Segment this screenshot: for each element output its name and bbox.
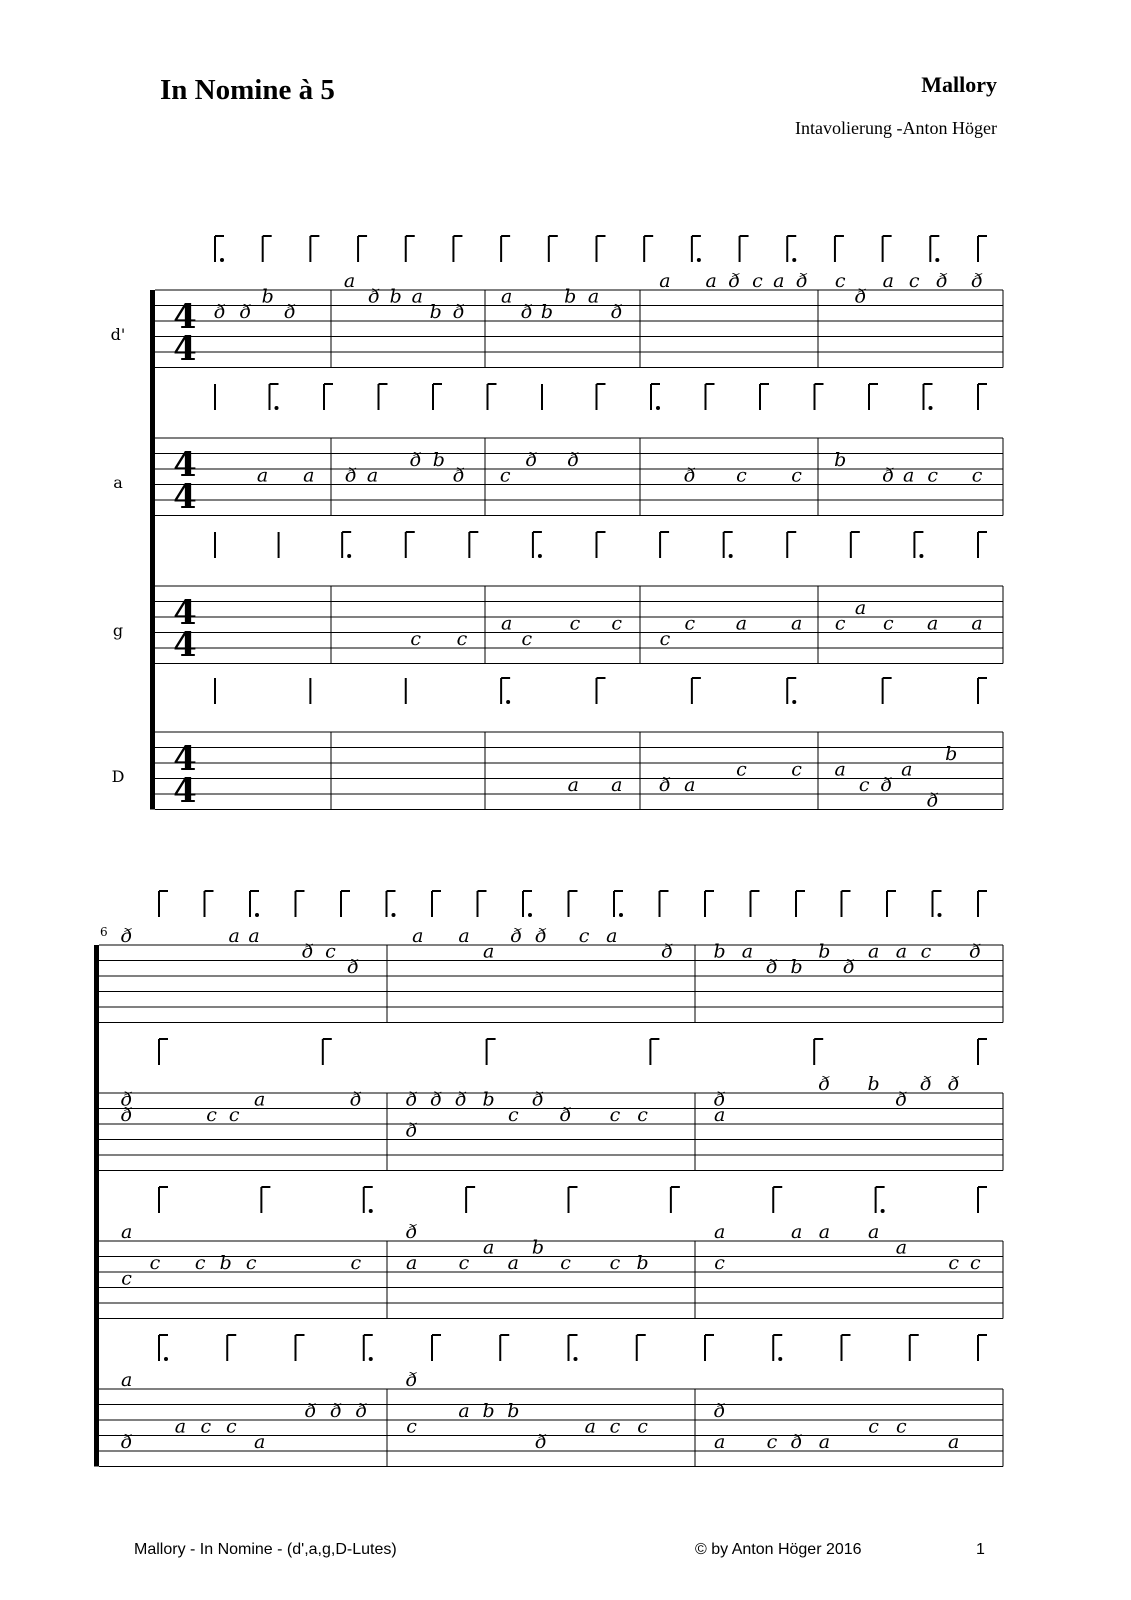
- tab-letter: ð: [347, 956, 359, 978]
- tab-letter: c: [226, 1415, 237, 1438]
- tab-letter: a: [458, 1400, 470, 1422]
- tab-letter: a: [901, 758, 913, 781]
- tab-letter: a: [587, 285, 600, 308]
- tab-letter: a: [741, 940, 754, 963]
- rhythm-dot: [369, 1357, 373, 1361]
- tab-letter: a: [228, 925, 240, 947]
- arranger-credit: Intavolierung -Anton Höger: [795, 118, 997, 138]
- tab-letter: ð: [430, 1088, 443, 1111]
- system-bracket: [150, 290, 155, 810]
- tab-letter: c: [736, 464, 747, 487]
- rhythm-dot: [938, 913, 942, 917]
- tab-letter: c: [971, 464, 983, 487]
- rhythm-dot: [255, 913, 259, 917]
- time-signature-top: 4: [173, 739, 197, 779]
- tuning-label: d': [110, 325, 126, 344]
- tab-letter: b: [564, 285, 577, 308]
- tab-letter: a: [971, 612, 983, 635]
- tab-letter: ð: [880, 774, 893, 796]
- tab-letter: ð: [405, 1119, 418, 1142]
- footer-description: Mallory - In Nomine - (d',a,g,D-Lutes): [134, 1541, 397, 1558]
- tab-letter: a: [253, 1431, 266, 1453]
- rhythm-dot: [574, 1357, 578, 1361]
- tab-letter: ð: [120, 1088, 133, 1111]
- tab-letter: a: [507, 1252, 519, 1274]
- tab-letter: c: [684, 612, 696, 635]
- tab-letter: a: [867, 1221, 880, 1243]
- tab-letter: a: [256, 464, 269, 487]
- tab-letter: a: [790, 1221, 803, 1243]
- tab-letter: b: [636, 1252, 649, 1274]
- tab-letter: ð: [345, 464, 357, 487]
- tab-letter: c: [121, 1267, 132, 1290]
- tab-letter: c: [609, 1104, 621, 1126]
- tab-letter: a: [120, 1221, 133, 1243]
- tab-letter: a: [713, 1104, 726, 1126]
- tab-letter: c: [499, 464, 511, 487]
- tab-letter: a: [773, 270, 785, 292]
- tab-letter: c: [714, 1252, 725, 1274]
- tab-letter: c: [200, 1415, 212, 1438]
- tab-letter: a: [567, 774, 580, 796]
- tab-letter: ð: [214, 301, 226, 323]
- tab-letter: c: [149, 1252, 161, 1274]
- tab-letter: b: [482, 1088, 495, 1111]
- tab-letter: a: [713, 1431, 726, 1453]
- rhythm-dot: [528, 913, 532, 917]
- tab-letter: ð: [843, 956, 855, 978]
- tab-letter: a: [834, 758, 846, 781]
- tab-letter: ð: [409, 449, 422, 471]
- tab-letter: b: [389, 285, 402, 308]
- tab-letter: a: [882, 270, 894, 292]
- tab-letter: c: [406, 1415, 417, 1438]
- tab-letter: ð: [350, 1088, 362, 1111]
- tab-letter: a: [501, 285, 513, 308]
- tab-letter: b: [867, 1073, 880, 1095]
- tab-letter: ð: [969, 940, 982, 963]
- tab-letter: ð: [120, 925, 133, 947]
- tab-letter: c: [908, 270, 920, 292]
- tab-letter: ð: [854, 285, 867, 308]
- tab-letter: c: [611, 612, 623, 635]
- rhythm-dot: [929, 406, 933, 410]
- tab-letter: ð: [567, 449, 580, 471]
- tab-letter: ð: [120, 1431, 133, 1453]
- tab-letter: ð: [302, 940, 314, 963]
- piece-title: In Nomine à 5: [160, 74, 335, 106]
- tab-letter: ð: [766, 956, 778, 978]
- tab-letter: ð: [936, 270, 948, 292]
- tab-letter: c: [882, 612, 894, 635]
- rhythm-dot: [164, 1357, 168, 1361]
- rhythm-dot: [538, 554, 542, 558]
- tab-letter: a: [895, 1236, 908, 1259]
- rhythm-dot: [935, 258, 939, 262]
- tab-letter: a: [948, 1431, 960, 1453]
- tab-letter: c: [325, 940, 336, 963]
- tab-letter: c: [560, 1252, 571, 1274]
- tab-letter: ð: [920, 1073, 932, 1095]
- tab-letter: c: [245, 1252, 257, 1274]
- tab-letter: ð: [796, 270, 808, 292]
- tab-letter: ð: [535, 925, 547, 947]
- tab-letter: ð: [926, 789, 939, 812]
- tab-letter: ð: [971, 270, 983, 292]
- tab-letter: a: [343, 270, 356, 292]
- tab-letter: c: [791, 758, 802, 781]
- tab-letter: c: [521, 628, 533, 650]
- tab-letter: ð: [535, 1431, 547, 1453]
- tab-letter: a: [659, 270, 671, 292]
- tab-letter: a: [713, 1221, 726, 1243]
- tab-letter: c: [569, 612, 581, 635]
- tab-letter: ð: [368, 285, 380, 308]
- tab-letter: a: [790, 612, 803, 635]
- tab-letter: a: [735, 612, 748, 635]
- rhythm-dot: [369, 1209, 373, 1213]
- rhythm-dot: [792, 258, 796, 262]
- tab-letter: a: [411, 285, 423, 308]
- tab-letter: a: [927, 612, 939, 635]
- tab-letter: a: [458, 925, 470, 947]
- tab-letter: a: [412, 925, 424, 947]
- rhythm-dot: [392, 913, 396, 917]
- tab-letter: a: [366, 464, 379, 487]
- tab-letter: ð: [453, 464, 465, 487]
- tab-letter: a: [174, 1415, 187, 1438]
- tab-letter: c: [637, 1104, 648, 1126]
- time-signature-top: 4: [173, 445, 197, 485]
- tab-letter: b: [531, 1236, 545, 1259]
- tab-letter: a: [902, 464, 915, 487]
- time-signature-bottom: 4: [173, 477, 197, 517]
- tab-letter: b: [945, 743, 958, 765]
- tab-letter: ð: [355, 1400, 368, 1422]
- tab-letter: a: [501, 612, 513, 635]
- tab-letter: ð: [405, 1088, 418, 1111]
- tab-letter: a: [482, 940, 495, 963]
- tab-letter: a: [818, 1431, 831, 1453]
- tab-letter: ð: [455, 1088, 467, 1111]
- tab-letter: c: [609, 1415, 621, 1438]
- tab-letter: a: [248, 925, 260, 947]
- tab-letter: c: [410, 628, 422, 650]
- tab-letter: c: [766, 1431, 778, 1453]
- tab-letter: b: [540, 301, 554, 323]
- tab-letter: c: [458, 1252, 470, 1274]
- time-signature-bottom: 4: [173, 771, 197, 811]
- tab-letter: c: [834, 270, 846, 292]
- rhythm-dot: [881, 1209, 885, 1213]
- tab-letter: c: [350, 1252, 362, 1274]
- tab-letter: ð: [559, 1104, 572, 1126]
- rhythm-dot: [729, 554, 733, 558]
- tab-letter: a: [584, 1415, 596, 1438]
- tab-letter: ð: [661, 940, 674, 963]
- tab-letter: c: [228, 1104, 240, 1126]
- tab-letter: c: [609, 1252, 621, 1274]
- tab-letter: c: [659, 628, 671, 650]
- tab-letter: ð: [882, 464, 895, 487]
- tuning-label: g: [112, 621, 124, 640]
- tab-letter: ð: [330, 1400, 342, 1422]
- measure-number: 6: [100, 925, 108, 939]
- tab-letter: c: [507, 1104, 519, 1126]
- tuning-label: D: [111, 767, 125, 786]
- tab-letter: ð: [713, 1400, 726, 1422]
- tab-letter: b: [261, 285, 274, 308]
- tab-letter: c: [896, 1415, 907, 1438]
- system-bracket: [94, 945, 99, 1467]
- rhythm-dot: [697, 258, 701, 262]
- tab-letter: c: [194, 1252, 206, 1274]
- tab-letter: ð: [713, 1088, 726, 1111]
- tab-letter: b: [482, 1400, 495, 1422]
- tab-letter: ð: [239, 301, 252, 323]
- tab-letter: ð: [405, 1221, 418, 1243]
- tab-letter: ð: [684, 464, 696, 487]
- tab-letter: ð: [790, 1431, 803, 1453]
- tab-letter: c: [868, 1415, 879, 1438]
- tab-letter: a: [405, 1252, 418, 1274]
- tab-letter: a: [684, 774, 696, 796]
- rhythm-dot: [656, 406, 660, 410]
- tab-letter: c: [578, 925, 590, 947]
- tab-letter: a: [705, 270, 717, 292]
- tab-letter: c: [736, 758, 747, 781]
- tab-letter: a: [120, 1369, 133, 1391]
- tab-letter: c: [637, 1415, 648, 1438]
- tab-letter: c: [206, 1104, 217, 1126]
- tab-letter: ð: [728, 270, 741, 292]
- tab-letter: c: [948, 1252, 960, 1274]
- tab-letter: a: [482, 1236, 495, 1259]
- rhythm-dot: [919, 554, 923, 558]
- tab-letter: ð: [532, 1088, 544, 1111]
- tab-letter: ð: [120, 1104, 133, 1126]
- rhythm-dot: [275, 406, 279, 410]
- time-signature-bottom: 4: [173, 329, 197, 369]
- time-signature-bottom: 4: [173, 625, 197, 665]
- rhythm-dot: [778, 1357, 782, 1361]
- time-signature-top: 4: [173, 593, 197, 633]
- tab-letter: a: [818, 1221, 831, 1243]
- tab-letter: c: [920, 940, 932, 963]
- tab-letter: c: [969, 1252, 981, 1274]
- tab-letter: ð: [304, 1400, 317, 1422]
- tab-letter: ð: [895, 1088, 908, 1111]
- tab-letter: ð: [453, 301, 465, 323]
- tab-letter: ð: [659, 774, 671, 796]
- tab-letter: b: [507, 1400, 520, 1422]
- tab-letter: b: [219, 1252, 232, 1274]
- page-number: 1: [976, 1541, 985, 1558]
- tab-letter: b: [713, 940, 726, 963]
- tab-letter: c: [927, 464, 939, 487]
- tab-letter: a: [303, 464, 315, 487]
- tab-letter: a: [253, 1088, 266, 1111]
- rhythm-dot: [506, 700, 510, 704]
- tab-letter: c: [834, 612, 846, 635]
- tab-letter: b: [834, 449, 847, 471]
- composer-name: Mallory: [921, 72, 997, 97]
- tab-letter: a: [895, 940, 908, 963]
- tab-letter: a: [867, 940, 880, 963]
- tab-letter: b: [432, 449, 445, 471]
- tab-letter: ð: [405, 1369, 418, 1391]
- tab-letter: c: [752, 270, 763, 292]
- rhythm-dot: [347, 554, 351, 558]
- time-signature-top: 4: [173, 297, 197, 337]
- rhythm-dot: [792, 700, 796, 704]
- tab-letter: a: [606, 925, 618, 947]
- tab-letter: b: [790, 956, 803, 978]
- tab-letter: ð: [611, 301, 623, 323]
- tab-letter: ð: [521, 301, 533, 323]
- tab-letter: ð: [947, 1073, 960, 1095]
- tab-letter: c: [456, 628, 468, 650]
- rhythm-dot: [220, 258, 224, 262]
- tab-letter: a: [611, 774, 623, 796]
- rhythm-dot: [619, 913, 623, 917]
- tab-letter: a: [854, 597, 867, 619]
- footer-copyright: © by Anton Höger 2016: [695, 1541, 862, 1558]
- tab-letter: b: [429, 301, 442, 323]
- tab-letter: b: [818, 940, 831, 963]
- tab-letter: ð: [510, 925, 523, 947]
- tab-letter: c: [858, 774, 870, 796]
- tab-letter: ð: [284, 301, 296, 323]
- tab-letter: ð: [525, 449, 538, 471]
- tab-letter: ð: [818, 1073, 831, 1095]
- tuning-label: a: [113, 473, 123, 492]
- tab-letter: c: [791, 464, 802, 487]
